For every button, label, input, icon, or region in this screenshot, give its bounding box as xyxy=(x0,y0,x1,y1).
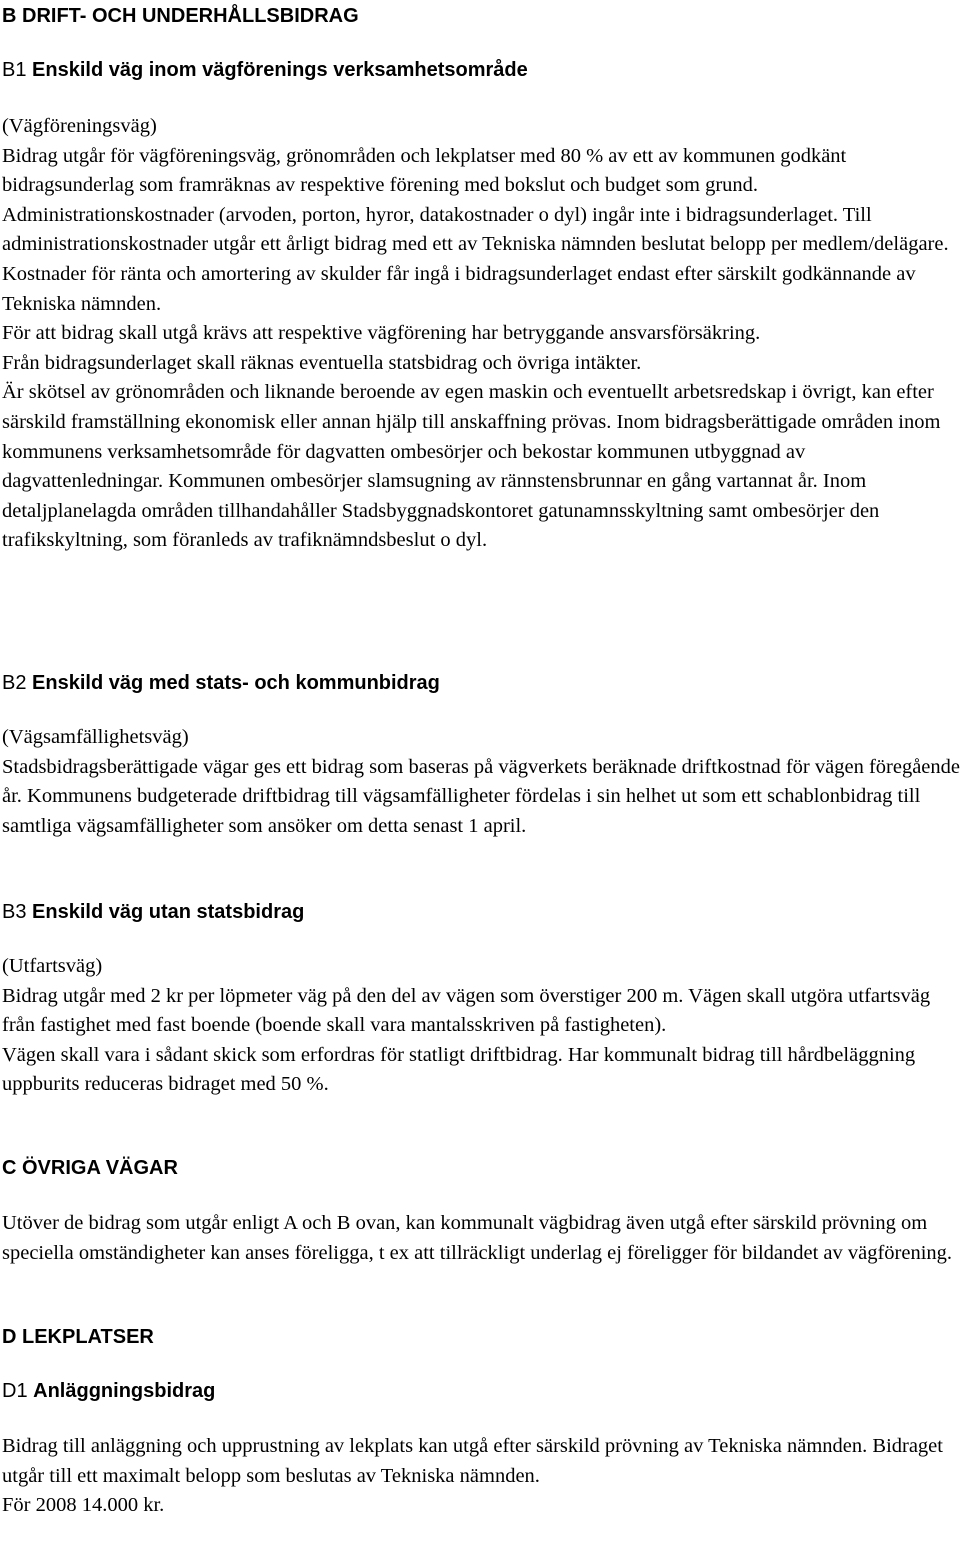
b3-title: Enskild väg utan statsbidrag xyxy=(32,901,305,923)
d1-title: Anläggningsbidrag xyxy=(33,1380,216,1402)
b1-paragraph: Kostnader för ränta och amortering av skulder får ingå i bidragsunderlaget endast efter särskilt godkännande av Tekniska nämnden. xyxy=(2,262,916,315)
b2-number: B2 xyxy=(2,672,27,694)
b1-heading xyxy=(2,55,960,85)
b1-paragraph: För att bidrag skall utgå krävs att respektive vägförening har betryggande ansvarsförsäkring. xyxy=(2,322,761,345)
b2-paragraph: Stadsbidragsberättigade vägar ges ett bidrag som baseras på vägverkets beräknade driftkostnad för vägen föregående år. Kommunens budgeterade driftbidrag till vägsamfälligheter fördelas i sin helhet ut som ett schablonbidrag till samtliga vägsamfälligheter som ansöker om detta senast 1 april. xyxy=(2,755,960,837)
b1-paragraph: Är skötsel av grönområden och liknande beroende av egen maskin och eventuellt arbetsredskap i övrigt, kan efter särskild framställning ekonomisk eller annan hjälp till anskaffning prövas. Inom bidragsberättigade områden inom kommunens verksamhetsområde för dagvatten ombesörjer och bekostar kommunen utbyggnad av dagvattenledningar. Kommunen ombesörjer slamsugning av rännstensbrunnar en gång vartannat år. Inom detaljplanelagda områden tillhandahåller Stadsbyggnadskontoret gatunamnsskyltning samt ombesörjer den trafikskyltning, som föranleds av trafiknämndsbeslut o dyl. xyxy=(2,381,941,552)
b2-road-type: (Vägsamfällighetsväg) xyxy=(2,726,189,748)
section-c-paragraph: Utöver de bidrag som utgår enligt A och B ovan, kan kommunalt vägbidrag även utgå efter särskild prövning om speciella omständigheter kan anses föreligga, t ex att tillräckligt underlag ej föreligger för bildandet av vägförening. xyxy=(2,1212,953,1264)
b1-road-type: (Vägföreningsväg) xyxy=(2,115,157,137)
b2-body xyxy=(2,723,960,841)
b3-paragraph: Vägen skall vara i sådant skick som erfordras för statligt driftbidrag. Har kommunalt bidrag till hårdbeläggning uppburits reduceras bidraget med 50 %. xyxy=(2,1043,916,1096)
b1-title: Enskild väg inom vägförenings verksamhetsområde xyxy=(32,59,528,81)
b3-heading xyxy=(2,897,960,927)
d1-paragraph: Bidrag till anläggning och upprustning av lekplats kan utgå efter särskild prövning av Tekniska nämnden. Bidraget utgår till ett maximalt belopp som beslutas av Tekniska nämnden. xyxy=(2,1435,943,1487)
d1-heading xyxy=(2,1376,960,1406)
b3-number: B3 xyxy=(2,901,27,923)
b1-number: B1 xyxy=(2,59,27,81)
b2-heading xyxy=(2,668,960,698)
d1-number: D1 xyxy=(2,1380,28,1402)
b2-title: Enskild väg med stats- och kommunbidrag xyxy=(32,672,440,694)
section-d-heading: D LEKPLATSER xyxy=(2,1326,154,1348)
d1-amount: För 2008 14.000 kr. xyxy=(2,1494,165,1517)
section-c-body xyxy=(2,1209,960,1268)
b1-body xyxy=(2,112,960,556)
b1-paragraph: Administrationskostnader (arvoden, porton, hyror, datakostnader o dyl) ingår inte i bidragsunderlaget. Till administrationskostnader utgår ett årligt bidrag med ett av Tekniska nämnden beslutat belopp per medlem/delägare. xyxy=(2,203,949,256)
section-c-heading: C ÖVRIGA VÄGAR xyxy=(2,1157,178,1179)
d1-body xyxy=(2,1432,960,1521)
section-b-heading: B DRIFT- OCH UNDERHÅLLSBIDRAG xyxy=(2,5,359,27)
b3-body xyxy=(2,952,960,1100)
b1-paragraph: Från bidragsunderlaget skall räknas eventuella statsbidrag och övriga intäkter. xyxy=(2,351,642,374)
b1-paragraph: Bidrag utgår för vägföreningsväg, grönområden och lekplatser med 80 % av ett av kommunen godkänt bidragsunderlag som framräknas av respektive förening med bokslut och budget som grund. xyxy=(2,144,847,197)
b3-paragraph: Bidrag utgår med 2 kr per löpmeter väg på den del av vägen som överstiger 200 m. Vägen skall utgöra utfartsväg från fastighet med fast boende (boende skall vara mantalsskriven på fastigheten). xyxy=(2,984,931,1037)
b3-road-type: (Utfartsväg) xyxy=(2,955,103,977)
